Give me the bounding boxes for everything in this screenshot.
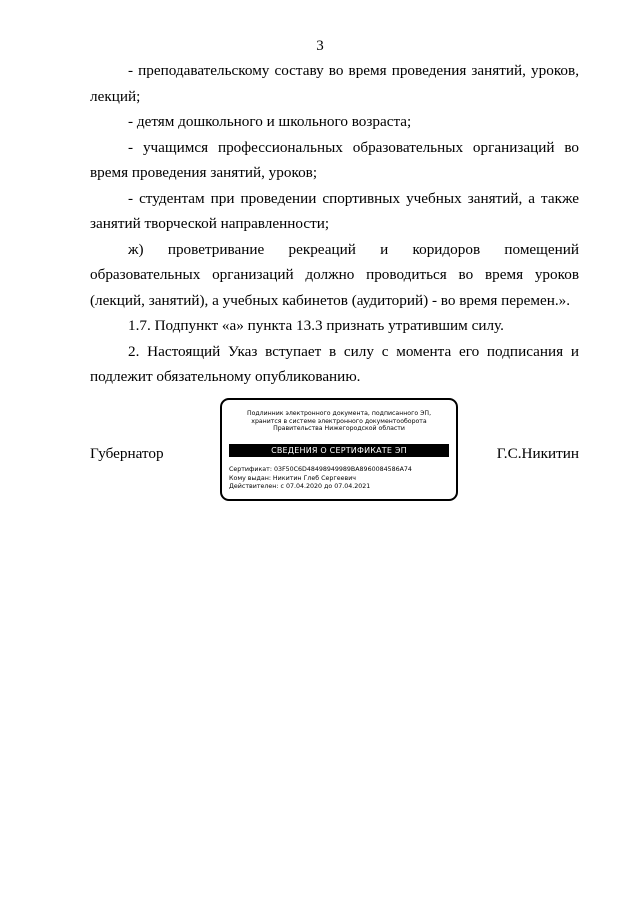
certificate-info-bar: СВЕДЕНИЯ О СЕРТИФИКАТЕ ЭП [229,444,449,457]
document-body [90,58,579,390]
certificate-serial: Сертификат: 03F50C6D48498949989BA8960084586A74 [229,466,412,473]
paragraph-teaching-staff: - преподавательскому составу во время проведения занятий, уроков, лекций; [90,62,579,105]
paragraph-subclause-void: 1.7. Подпункт «а» пункта 13.3 признать утратившим силу. [128,317,504,334]
paragraph-entry-into-force: 2. Настоящий Указ вступает в силу с момента его подписания и подлежит обязательному опубликованию. [90,342,579,385]
paragraph-ventilation: ж) проветривание рекреаций и коридоров помещений образовательных организаций должно проводиться во время уроков (лекций, занятий), а учебных кабинетов (аудиторий) - во время перемен.». [90,240,579,309]
certificate-validity: Действителен: с 07.04.2020 до 07.04.2021 [229,483,371,491]
paragraph-students-professional: - учащимся профессиональных образовательных организаций во время проведения занятий, уроков; [90,138,579,181]
electronic-signature-stamp [220,398,458,501]
stamp-header-line: хранится в системе электронного документооборота [251,417,427,425]
certificate-owner: Кому выдан: Никитин Глеб Сергеевич [229,474,357,482]
paragraph-students-sports: - студентам при проведении спортивных учебных занятий, а также занятий творческой направленности; [90,189,579,232]
paragraph-children: - детям дошкольного и школьного возраста; [128,113,412,130]
signatory-title: Губернатор [90,445,164,462]
signatory-name: Г.С.Никитин [496,445,579,462]
stamp-header [228,410,450,433]
stamp-header-line: Подлинник электронного документа, подписанного ЭП, [246,410,432,417]
page-number: 3 [316,38,324,54]
certificate-details [229,466,449,492]
stamp-header-line: Правительства Нижегородской области [273,425,405,433]
